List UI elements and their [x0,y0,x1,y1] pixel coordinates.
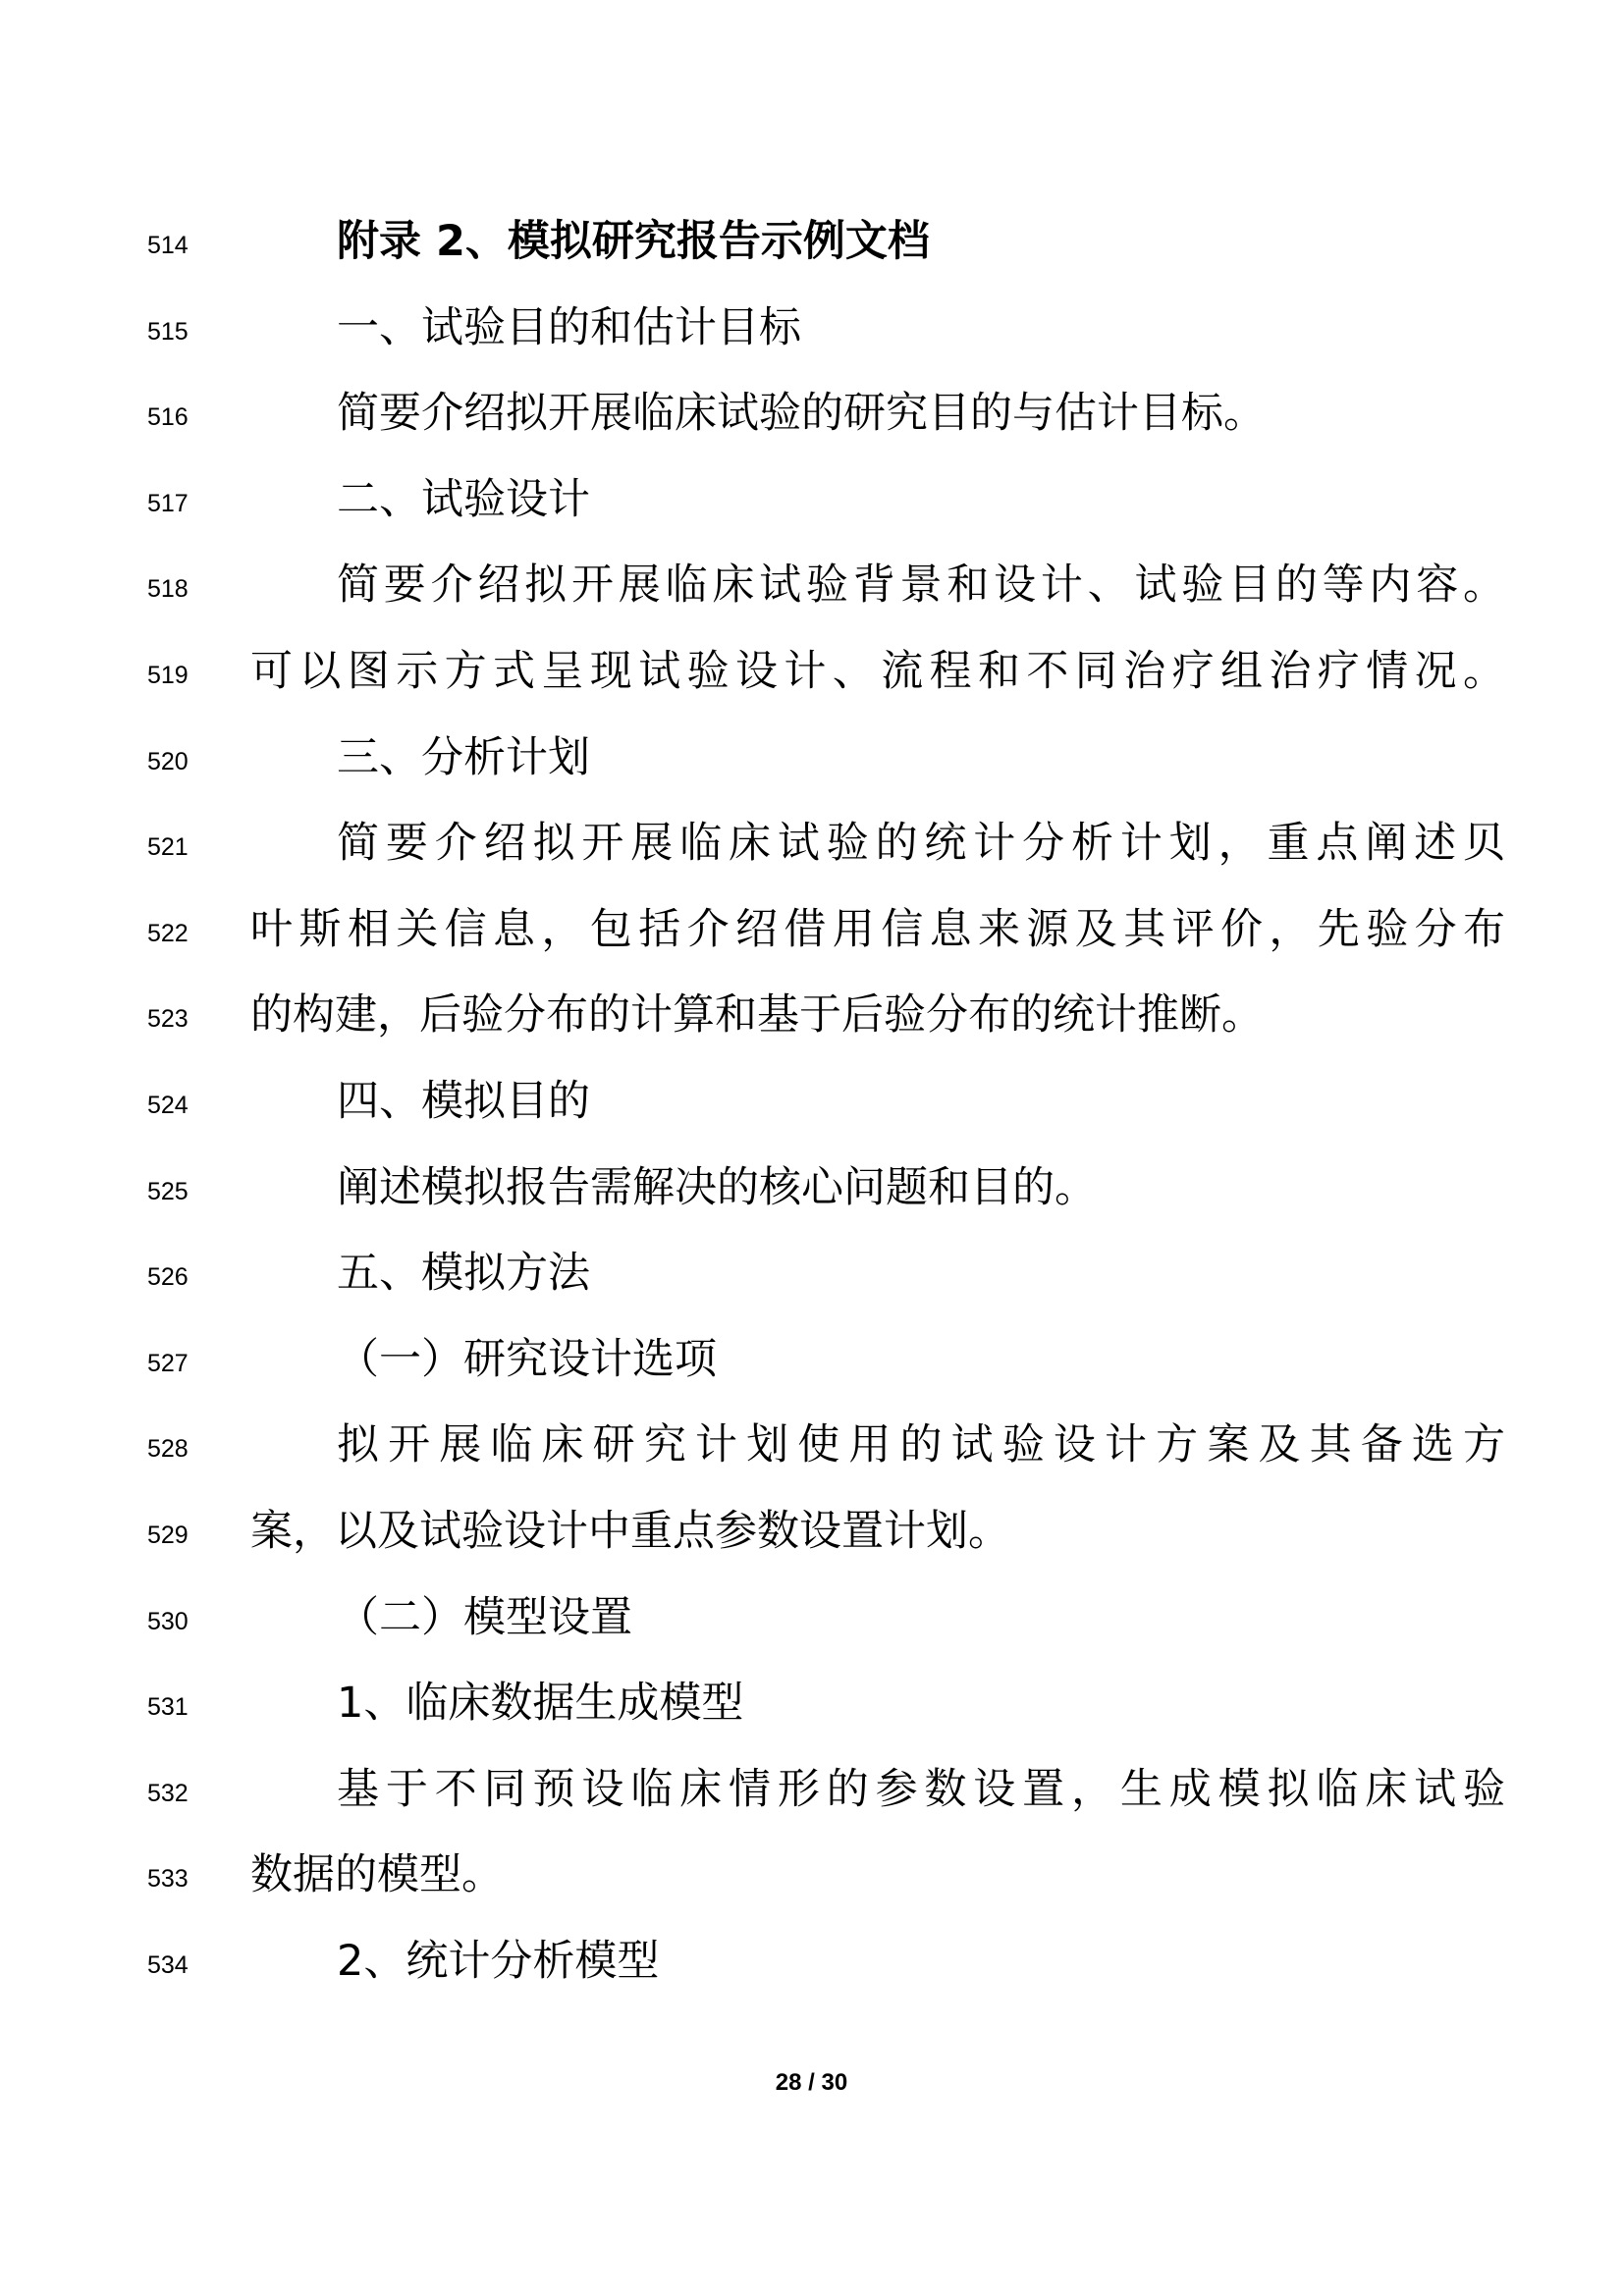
text-line: 一、试验目的和估计目标 [337,302,801,352]
text-line: 基于不同预设临床情形的参数设置，生成模拟临床试验 [337,1764,1505,1814]
text-line: （二）模型设置 [337,1592,632,1642]
line-number: 528 [147,1435,189,1464]
line-number: 522 [147,919,189,947]
text-line: 案，以及试验设计中重点参数设置计划。 [250,1507,1010,1556]
text-line: 阐述模拟报告需解决的核心问题和目的。 [337,1162,1097,1212]
text-line: 简要介绍拟开展临床试验的研究目的与估计目标。 [337,389,1266,439]
line-number: 519 [147,662,189,689]
text-line: 拟开展临床研究计划使用的试验设计方案及其备选方 [337,1420,1505,1470]
page-number: 28 / 30 [775,2069,848,2096]
line-number: 518 [147,575,189,604]
text-line: 叶斯相关信息，包括介绍借用信息来源及其评价，先验分布 [250,904,1505,954]
text-line: 四、模拟目的 [337,1077,590,1126]
line-number: 515 [147,317,189,346]
text-line: （一）研究设计选项 [337,1334,717,1384]
line-number: 520 [147,747,189,775]
line-number: 530 [147,1607,189,1635]
text-line: 的构建，后验分布的计算和基于后验分布的统计推断。 [250,990,1264,1041]
line-number: 533 [147,1865,189,1894]
line-number: 517 [147,489,189,517]
line-number: 514 [147,232,189,259]
text-line: 五、模拟方法 [337,1249,590,1299]
line-number: 532 [147,1779,189,1807]
text-line: 可以图示方式呈现试验设计、流程和不同治疗组治疗情况。 [250,647,1505,696]
line-number: 527 [147,1349,189,1377]
section-title: 附录 2、模拟研究报告示例文档 [337,217,930,266]
line-number: 529 [147,1522,189,1549]
text-line: 二、试验设计 [337,474,590,524]
line-number: 521 [147,833,189,862]
line-number: 534 [147,1951,189,1979]
text-line: 数据的模型。 [250,1850,504,1900]
line-number: 523 [147,1005,189,1034]
text-line: 简要介绍拟开展临床试验的统计分析计划，重点阐述贝 [337,819,1505,869]
line-number: 531 [147,1693,189,1722]
line-number: 516 [147,403,189,432]
text-line: 2、统计分析模型 [337,1937,660,1986]
text-line: 简要介绍拟开展临床试验背景和设计、试验目的等内容。 [337,561,1505,611]
text-line: 1、临床数据生成模型 [337,1679,744,1729]
line-number: 526 [147,1263,189,1292]
line-number: 524 [147,1092,189,1119]
text-line: 三、分析计划 [337,732,590,782]
line-number: 525 [147,1177,189,1205]
